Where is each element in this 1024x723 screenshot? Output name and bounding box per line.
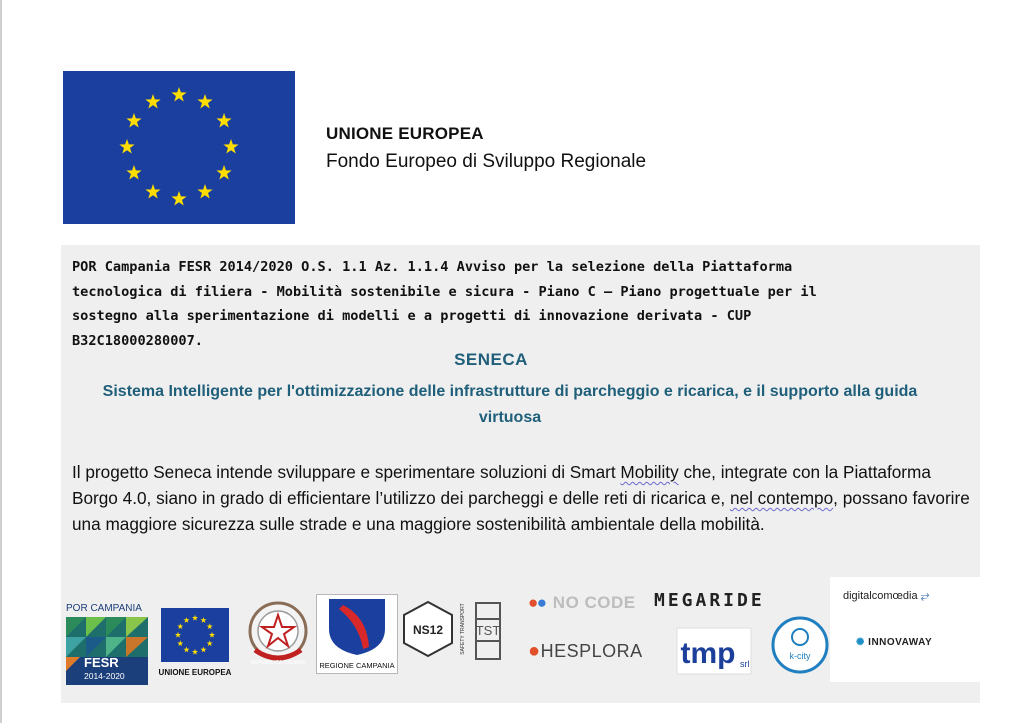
eu-stars-icon [63,71,295,224]
ns12-hexagon-icon [402,600,454,658]
campania-shield-icon [317,595,397,657]
spellcheck-word: nel contempo [729,488,834,508]
nocode-dot-icon: ● [528,593,539,612]
eu-title: UNIONE EUROPEA [326,124,484,143]
eu-star-icon [126,113,141,127]
por-campania-fesr-logo [66,603,148,685]
description-part: , possano favorire una maggiore sicurezza sulle strade e una maggiore sostenibilità ambientale della mobilità. [72,488,970,534]
tmp-mark-icon [676,627,752,675]
description-part: che, integrate con la Piattaforma Borgo 4.0, siano in grado di efficientare l’utilizzo dei parcheggi e delle reti di ricarica e, [72,462,931,508]
project-title: SENECA [454,350,528,369]
innovaway-logo [856,637,932,648]
italian-emblem-icon [245,598,311,670]
ue-logo-label: UNIONE EUROPEA [158,668,232,677]
repubblica-italiana-emblem [245,598,311,670]
ns12-label: NS12 [412,623,444,637]
por-campania-label: POR CAMPANIA [66,603,142,614]
hesplora-mark-icon: ● [528,640,541,662]
page-edge [0,0,2,723]
project-description [72,459,972,537]
unione-europea-logo [155,606,235,681]
eu-flag-small-icon [155,606,235,664]
hesplora-label: HESPLORA [540,641,643,661]
eu-subtitle: Fondo Europeo di Sviluppo Regionale [326,151,647,172]
description-part: Il progetto Seneca intende sviluppare e sperimentare soluzioni di Smart [72,462,621,482]
campania-label: REGIONE CAMPANIA [319,661,395,670]
innovaway-label: INNOVAWAY [868,637,933,648]
innovaway-mark-icon: ✺ [856,637,865,648]
tmp-srl: srl [740,659,750,669]
kcity-ring-icon [770,615,830,677]
eu-star-icon [145,94,160,108]
eu-star-icon [145,184,160,198]
eu-star-icon [119,139,134,153]
hesplora-logo [528,640,643,663]
tst-icon [456,589,508,669]
fesr-label: FESR [84,655,119,670]
eu-star-icon [197,184,212,198]
digitalcomoedia-label: digitalcomœdia [843,590,918,602]
eu-star-icon [126,165,141,179]
por-funding-text: POR Campania FESR 2014/2020 O.S. 1.1 Az. 1.1.4 Avviso per la selezione della Piattaforma tecnologica di filiera - Mobilità sostenibile e sicura - Piano C – Piano progettuale per il sostegno alla sperimentazione di modelli e a progetti di innovazione derivata - CUP B32C18000280007. [72,259,817,349]
nocode-label: NO CODE [552,593,636,612]
eu-star-icon [171,87,186,101]
eu-star-icon [171,191,186,205]
eu-flag-image [63,71,295,224]
fesr-years: 2014-2020 [84,671,125,681]
repubblica-label: REPUBBLICA ITALIANA [250,660,306,666]
project-subtitle: Sistema Intelligente per l'ottimizzazione delle infrastrutture di parcheggio e ricarica, e il supporto alla guida virtuosa [102,383,918,426]
digitalcomoedia-mark-icon: ⥂ [920,590,930,602]
kcity-label: k-city [789,651,811,661]
tst-caption: SAFETY TRANSPORT [460,603,466,655]
digitalcomoedia-logo [843,590,929,603]
eu-star-icon [197,94,212,108]
tst-safety-transport-logo [456,589,508,669]
tmp-logo [676,627,752,675]
megaride-logo: MEGARIDE [654,590,765,611]
eu-star-icon [223,139,238,153]
nocode-logo [528,593,636,613]
regione-campania-logo [316,594,398,674]
nocode-dot-icon: ● [536,593,548,612]
eu-star-icon [216,113,231,127]
tst-label: TST [475,623,501,638]
kcity-logo [770,615,830,677]
eu-star-icon [216,165,231,179]
spellcheck-word: Mobility [620,462,679,482]
tmp-label: tmp [680,637,736,670]
ns12-logo [402,600,454,658]
